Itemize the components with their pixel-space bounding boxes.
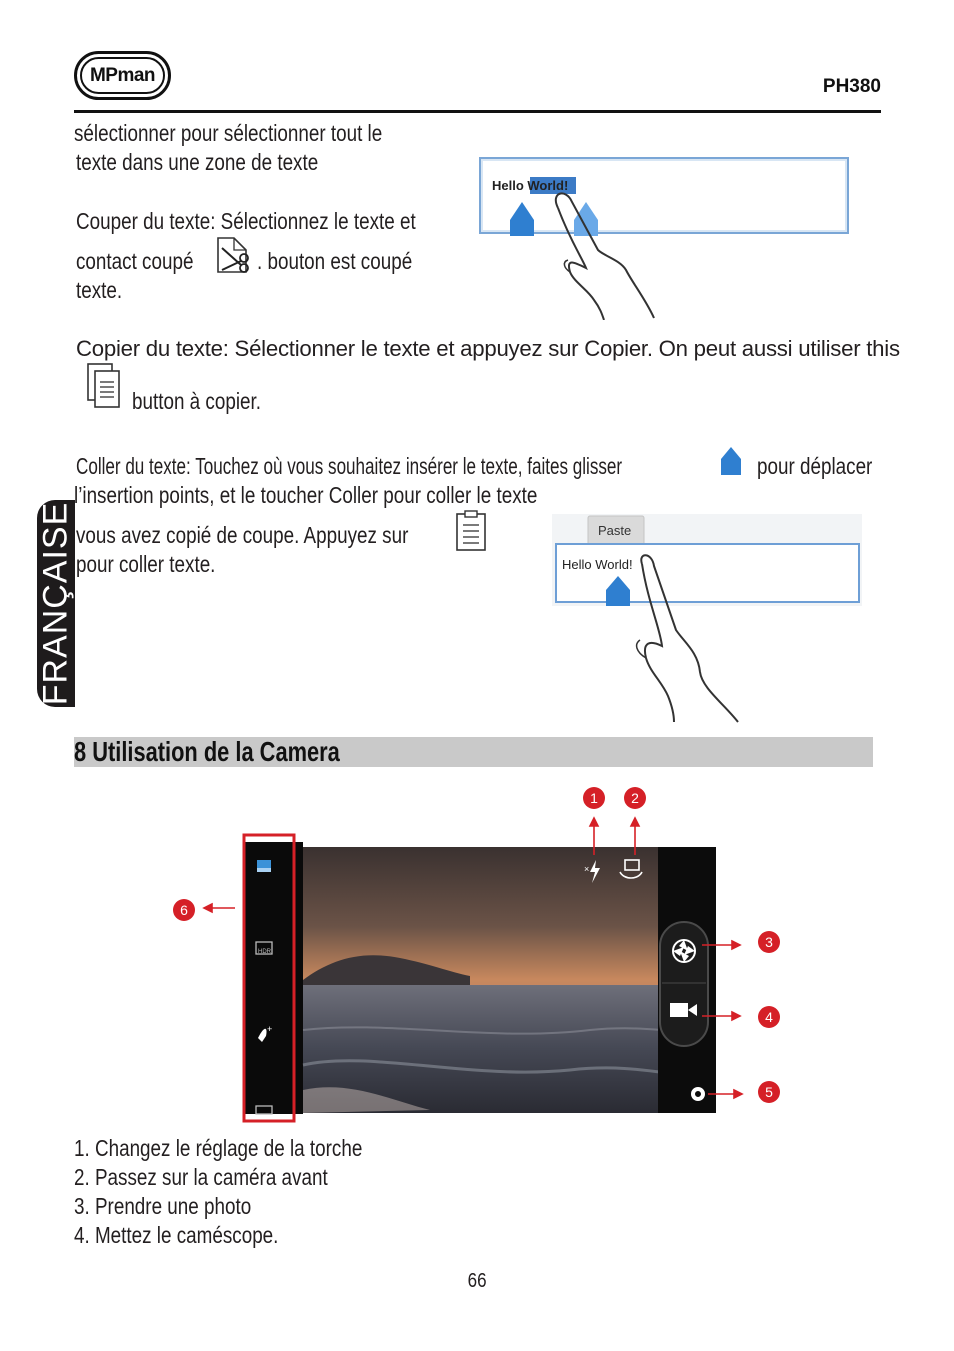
gallery-icon (257, 860, 271, 872)
insert-handle-icon (718, 445, 744, 477)
svg-text:×: × (584, 864, 590, 874)
svg-text:4: 4 (765, 1009, 773, 1025)
svg-text:1: 1 (590, 790, 598, 806)
callout-3 (758, 931, 780, 953)
page-number: 66 (467, 1270, 487, 1292)
camera-illustration (170, 780, 790, 1125)
cut-line-1: Couper du texte: Sélectionnez le texte et (76, 208, 416, 234)
paste-line-2: l’insertion points, et le toucher Coller pour coller le texte (74, 482, 538, 508)
svg-text:3: 3 (765, 934, 773, 950)
svg-text:HDR: HDR (258, 949, 271, 955)
copy-line-1: Copier du texte: Sélectionner le texte et appuyez sur Copier. On peut aussi utiliser this (76, 336, 900, 361)
svg-text:+: + (267, 1024, 273, 1034)
list-item-3: 3. Prendre une photo (74, 1193, 252, 1219)
svg-text:2: 2 (631, 790, 639, 806)
paste-button-label: Paste (598, 523, 632, 538)
paste-text: Hello World! (562, 557, 633, 572)
paste-line-3: vous avez copié de coupe. Appuyez sur (76, 522, 409, 548)
cut-line-2a: contact coupé (76, 248, 194, 274)
list-item-1: 1. Changez le réglage de la torche (74, 1135, 363, 1161)
select-all-line-2: texte dans une zone de texte (76, 149, 319, 175)
list-item-4: 4. Mettez le caméscope. (74, 1222, 279, 1248)
logo-text: MPman (89, 64, 156, 86)
paste-line-4: pour coller texte. (76, 551, 216, 577)
svg-text:6: 6 (180, 902, 188, 918)
callout-4 (758, 1006, 780, 1028)
callout-1 (583, 787, 605, 809)
paste-line-1a: Coller du texte: Touchez où vous souhaitez insérer le texte, faites glisser (76, 453, 623, 479)
clipboard-icon (455, 510, 487, 552)
mpman-logo (74, 51, 171, 100)
callout-2 (624, 787, 646, 809)
language-tab-label: FRANÇAISE (36, 501, 75, 706)
select-all-line-1: sélectionner pour sélectionner tout le (74, 120, 383, 146)
copy-line-2: button à copier. (132, 388, 261, 414)
select-text: Hello World! (492, 178, 569, 193)
list-item-2: 2. Passez sur la caméra avant (74, 1164, 328, 1190)
cut-line-2b: . bouton est coupé (257, 248, 413, 274)
model-number: PH380 (822, 76, 881, 97)
paste-illustration (548, 512, 864, 724)
cut-line-3: texte. (76, 277, 123, 303)
svg-text:5: 5 (765, 1084, 773, 1100)
select-text-illustration (470, 150, 860, 320)
section-title: 8 Utilisation de la Camera (74, 736, 340, 767)
callout-5 (758, 1081, 780, 1103)
header-rule (74, 110, 881, 113)
callout-6 (173, 899, 195, 921)
settings-gear-icon (693, 1089, 703, 1099)
paste-line-1b: pour déplacer (757, 453, 873, 479)
scissors-icon (216, 236, 252, 274)
copy-icon (86, 362, 122, 410)
